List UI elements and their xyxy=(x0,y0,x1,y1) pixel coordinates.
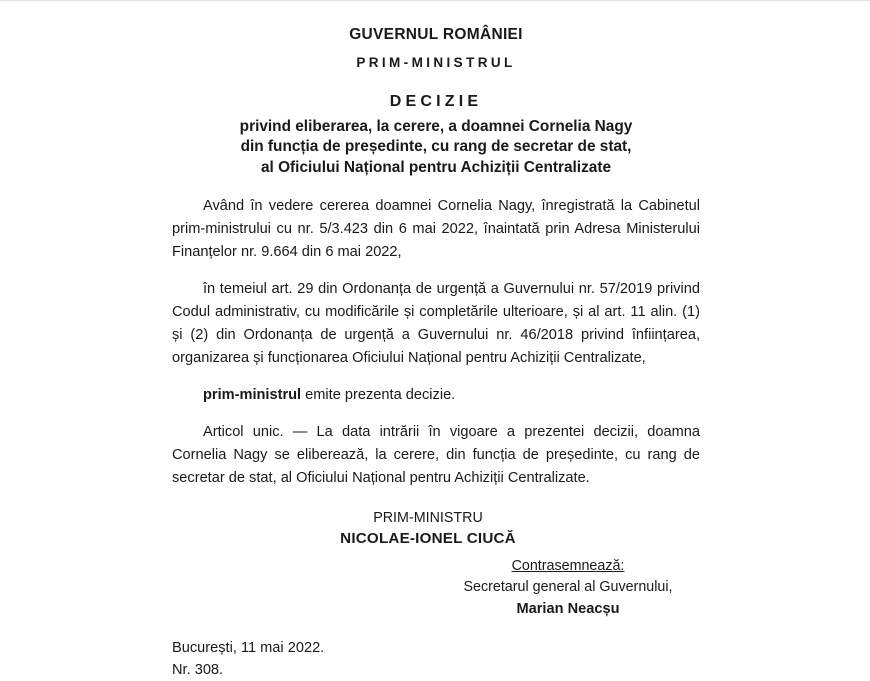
document-footer xyxy=(172,638,700,681)
body-paragraph-articol-unic: Articol unic. — La data intrării în vigoare a prezentei decizii, doamna Cornelia Nagy se eliberează, la cerere, din funcția de președinte, cu rang de secretar de stat, al Oficiului Național pentru Achiziții Centralizate. xyxy=(172,424,700,487)
document-body xyxy=(172,195,700,490)
prime-minister-signature-block xyxy=(168,508,688,550)
document-page xyxy=(172,0,700,681)
prime-minister-name: NICOLAE-IONEL CIUCĂ xyxy=(340,530,516,548)
body-paragraph-emitent xyxy=(172,384,700,407)
footer-place-date: București, 11 mai 2022. xyxy=(172,640,325,657)
prime-minister-role: PRIM-MINISTRU xyxy=(373,510,483,527)
decision-subtitle xyxy=(172,117,700,179)
countersign-label: Contrasemnează: xyxy=(511,558,625,575)
emitent-bold-label: prim-ministrul xyxy=(203,387,302,404)
emitent-rest: emite prezenta decizie. xyxy=(301,387,456,404)
countersign-role: Secretarul general al Guvernului, xyxy=(463,579,673,596)
countersignature-block xyxy=(428,555,708,620)
body-paragraph-considerent: Având în vedere cererea doamnei Cornelia Nagy, înregistrată la Cabinetul prim-ministrului cu nr. 5/3.423 din 6 mai 2022, înaintată prin Adresa Ministerului Finanțelor nr. 9.664 din 6 mai 2022, xyxy=(172,198,700,261)
countersign-name: Marian Neacșu xyxy=(516,601,620,618)
subtitle-line-1: privind eliberarea, la cerere, a doamnei Cornelia Nagy xyxy=(239,117,633,135)
body-paragraph-temei: în temeiul art. 29 din Ordonanța de urgență a Guvernului nr. 57/2019 privind Codul administrativ, cu modificările și completările ulterioare, și al art. 11 alin. (1) și (2) din Ordonanța de urgență a Guvernului nr. 46/2018 privind înființarea, organizarea și funcționarea Oficiului Național pentru Achiziții Centralizate, xyxy=(172,281,700,367)
decision-title: DECIZIE xyxy=(389,92,483,110)
government-heading: GUVERNUL ROMÂNIEI xyxy=(349,26,523,43)
subtitle-line-2: din funcția de președinte, cu rang de secretar de stat, xyxy=(240,138,632,156)
footer-number: Nr. 308. xyxy=(172,661,224,678)
subtitle-line-3: al Oficiului Național pentru Achiziții Centralizate xyxy=(260,158,612,176)
office-heading: PRIM-MINISTRUL xyxy=(356,54,516,70)
